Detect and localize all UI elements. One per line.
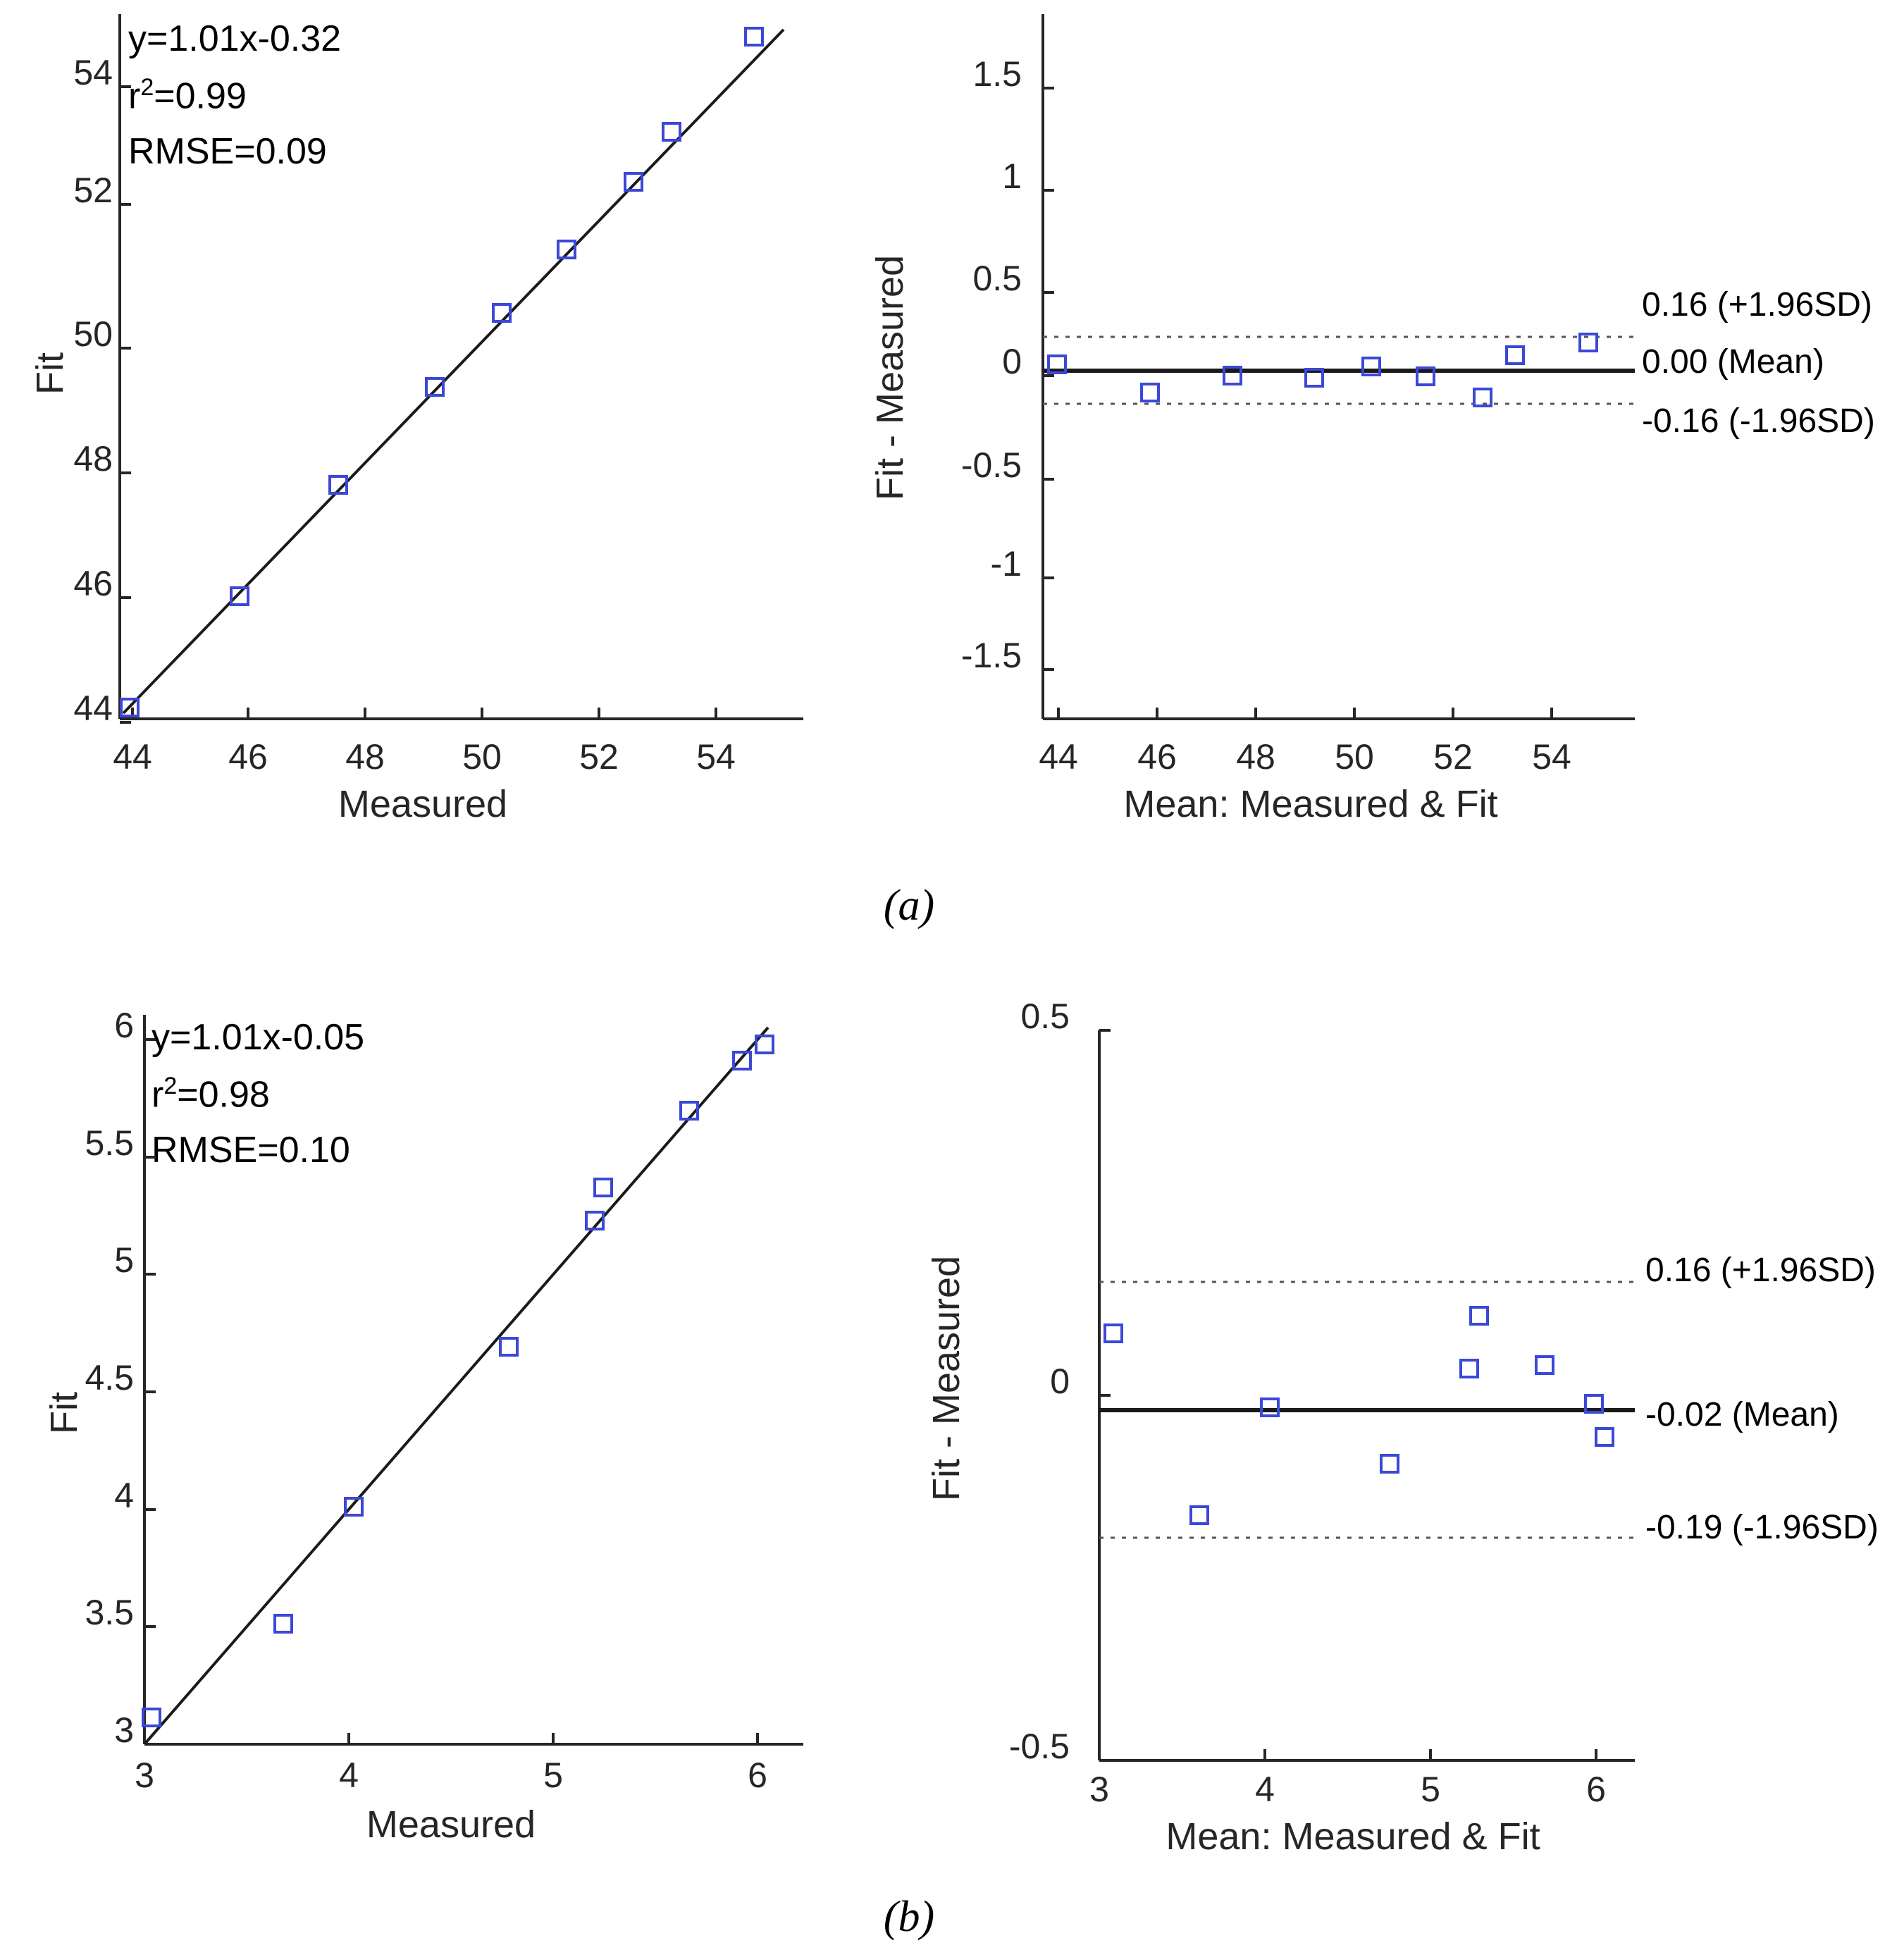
y-tick-label: 0 (1002, 342, 1022, 381)
limit-label-lower-a: -0.16 (-1.96SD) (1642, 402, 1875, 440)
annotation-equation-a: y=1.01x-0.32 (128, 18, 342, 59)
y-tick-label: 0.5 (972, 259, 1022, 298)
plot-area-panel-b-bland-altman (832, 1001, 1904, 1832)
plot-area-panel-a-scatter (0, 0, 881, 832)
chart-panel-b-scatter (0, 1001, 881, 1846)
figure-panel-a (0, 0, 1904, 937)
limit-label-upper-a: 0.16 (+1.96SD) (1642, 286, 1872, 323)
x-tick-label: 54 (1532, 737, 1571, 777)
x-tick-label: 44 (113, 737, 152, 777)
y-tick-label: -0.5 (960, 445, 1022, 485)
y-tick-label: 1.5 (972, 54, 1022, 94)
identity-line-a (123, 30, 784, 713)
figure-caption-a: (a) (883, 882, 935, 930)
x-tick-label: 6 (1586, 1770, 1606, 1809)
y-tick-label: 50 (73, 314, 113, 354)
y-tick-label: 5 (114, 1240, 134, 1280)
figure-panel-b (0, 996, 1904, 1945)
y-tick-label: 54 (73, 53, 113, 92)
chart-panel-a-scatter (0, 0, 881, 832)
annotation-r2-prefix: r (128, 75, 141, 117)
x-tick-label: 5 (543, 1755, 563, 1795)
y-tick-label: -1 (990, 544, 1022, 584)
annotation-rmse-b: RMSE=0.10 (152, 1130, 350, 1171)
x-tick-label: 4 (339, 1755, 359, 1795)
x-tick-label: 44 (1039, 737, 1078, 777)
data-points-panel-a-scatter (121, 28, 762, 716)
x-tick-label: 46 (228, 737, 268, 777)
axis-title-y-fit-minus-measured-a: Fit - Measured (869, 254, 911, 500)
limit-label-upper-b: 0.16 (+1.96SD) (1645, 1252, 1876, 1289)
y-tick-label: -1.5 (960, 636, 1022, 675)
x-tick-label: 48 (1236, 737, 1275, 777)
y-tick-label: 4 (114, 1476, 134, 1515)
y-tick-label: 0 (1050, 1362, 1070, 1401)
axis-title-x-mean-b: Mean: Measured & Fit (1166, 1815, 1540, 1858)
annotation-r2-value: =0.98 (177, 1074, 270, 1116)
annotation-rmse-a: RMSE=0.09 (128, 131, 327, 172)
annotation-r2-value: =0.99 (154, 75, 247, 117)
x-tick-label: 3 (1089, 1770, 1109, 1809)
identity-line-b (144, 1028, 768, 1744)
annotation-r2-prefix: r (152, 1074, 164, 1116)
y-tick-label: 6 (114, 1006, 134, 1045)
x-tick-label: 5 (1421, 1770, 1440, 1809)
y-tick-label: 46 (73, 564, 113, 603)
y-tick-label: 4.5 (85, 1358, 134, 1397)
y-tick-label: 3.5 (85, 1593, 134, 1632)
x-tick-label: 54 (696, 737, 736, 777)
plot-area-panel-a-bland-altman (832, 0, 1904, 832)
x-tick-label: 46 (1137, 737, 1177, 777)
y-tick-label: 5.5 (85, 1123, 134, 1163)
figure-caption-b: (b) (883, 1893, 935, 1941)
y-tick-label: 44 (73, 689, 113, 728)
annotation-equation-b: y=1.01x-0.05 (152, 1017, 365, 1058)
y-tick-label: 52 (73, 171, 113, 210)
chart-panel-b-bland-altman (832, 996, 1904, 1858)
y-tick-label: 1 (1002, 156, 1022, 196)
x-tick-label: 48 (345, 737, 385, 777)
y-tick-label: 3 (114, 1710, 134, 1750)
axis-title-y-fit-a: Fit (29, 352, 71, 395)
axis-title-y-fit-minus-measured-b: Fit - Measured (925, 1255, 968, 1501)
limit-label-mean-b: -0.02 (Mean) (1645, 1396, 1839, 1433)
y-tick-label: -0.5 (1008, 1727, 1070, 1766)
x-tick-label: 3 (135, 1755, 154, 1795)
x-tick-label: 6 (748, 1755, 767, 1795)
axis-title-x-mean-a: Mean: Measured & Fit (1123, 783, 1498, 825)
limit-label-mean-a: 0.00 (Mean) (1642, 343, 1824, 381)
x-tick-label: 4 (1255, 1770, 1275, 1809)
y-tick-label: 48 (73, 439, 113, 479)
data-points-panel-b-bland-altman (1105, 1307, 1613, 1524)
x-tick-label: 50 (462, 737, 502, 777)
x-tick-label: 52 (1433, 737, 1473, 777)
plot-area-panel-b-scatter (0, 1001, 881, 1832)
annotation-r2-superscript: 2 (163, 1073, 178, 1099)
chart-panel-a-bland-altman (832, 0, 1904, 832)
x-tick-label: 50 (1335, 737, 1374, 777)
axis-title-x-measured-a: Measured (338, 783, 508, 825)
y-tick-label: 0.5 (1020, 996, 1070, 1036)
annotation-r2-superscript: 2 (140, 74, 154, 101)
data-points-panel-b-scatter (143, 1036, 773, 1726)
axis-title-y-fit-b: Fit (43, 1392, 85, 1434)
x-tick-label: 52 (579, 737, 619, 777)
axis-title-x-measured-b: Measured (366, 1803, 536, 1846)
limit-label-lower-b: -0.19 (-1.96SD) (1645, 1509, 1879, 1546)
